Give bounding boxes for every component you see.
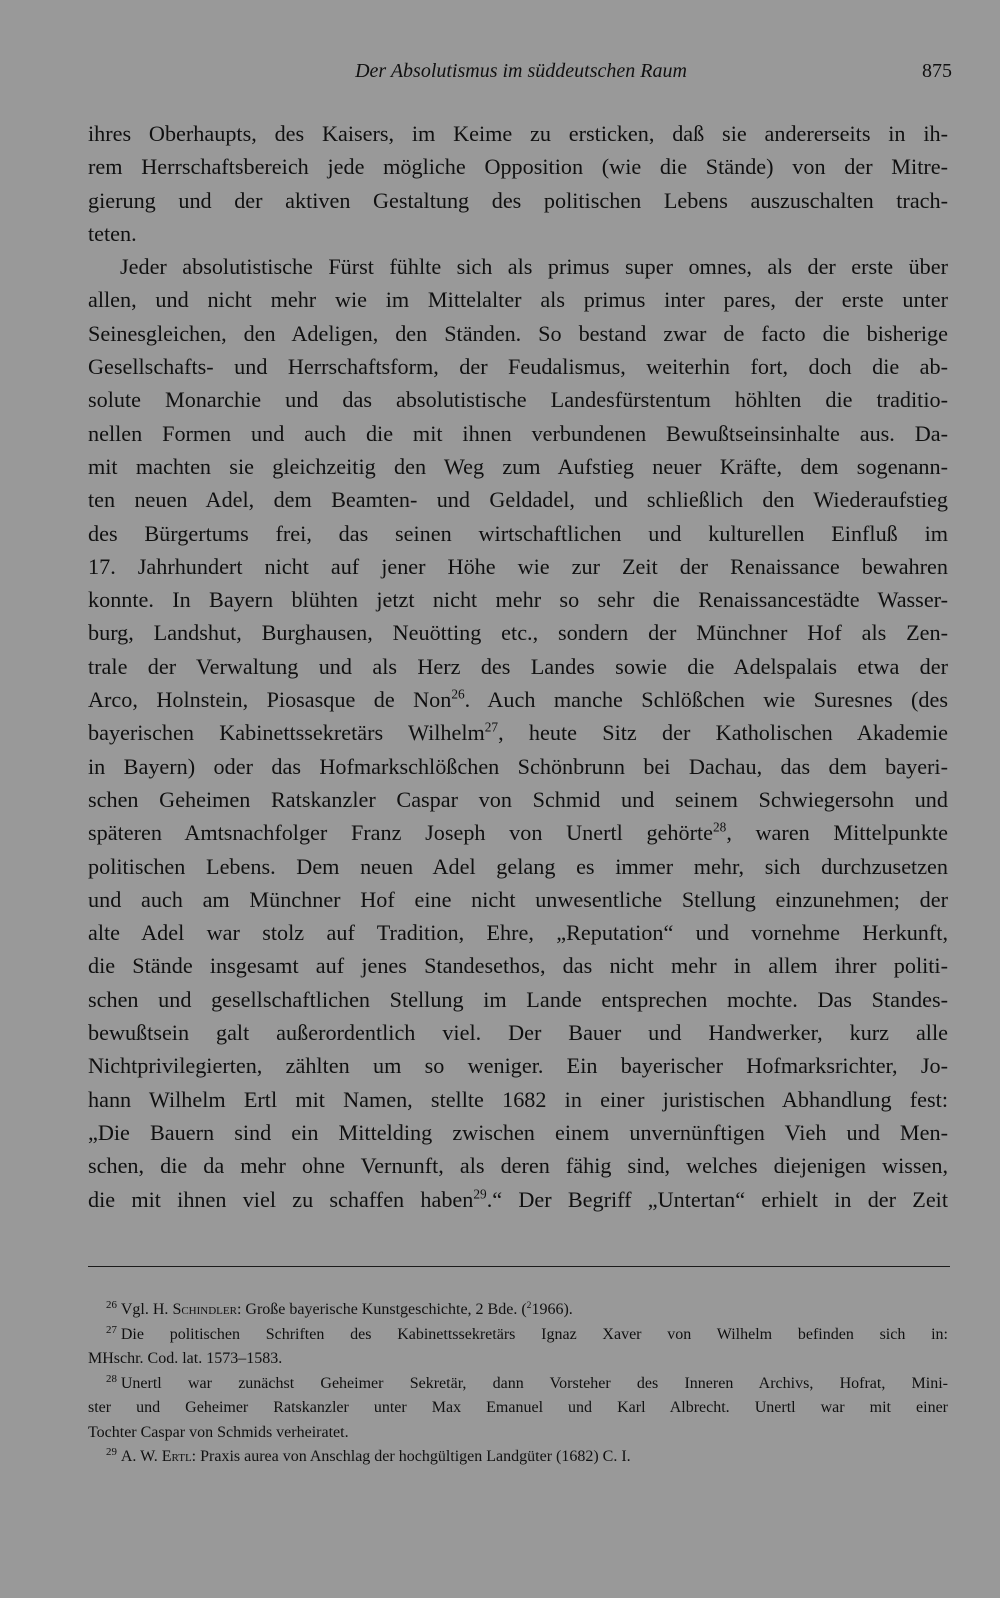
text-run: Seinesgleichen, den Adeligen, den Ständen. So bestand zwar de facto die bisherige	[88, 320, 948, 346]
footnote-text: 1966).	[531, 1301, 573, 1318]
text-run: und auch am Münchner Hof eine nicht unwesentliche Stellung einzunehmen; der	[88, 886, 948, 912]
text-line	[88, 483, 948, 516]
text-line	[88, 750, 948, 783]
text-run: , waren Mittelpunkte	[726, 820, 948, 846]
text-run: teten.	[88, 220, 137, 246]
text-line	[88, 1183, 948, 1216]
footnote-text: A. W.	[120, 1448, 162, 1465]
footnote	[88, 1372, 948, 1446]
footnote-line	[88, 1445, 948, 1470]
text-line	[88, 616, 948, 649]
text-line	[88, 816, 948, 849]
text-run: solute Monarchie und das absolutistische Landesfürstentum höhlten die traditio-	[88, 387, 948, 413]
text-run: die mit ihnen viel zu schaffen haben	[88, 1186, 474, 1212]
footnote-line	[88, 1396, 948, 1421]
text-line	[88, 250, 948, 283]
running-title: Der Absolutismus im süddeutschen Raum	[355, 60, 687, 82]
footnote-text: Die politischen Schriften des Kabinettssekretärs Ignaz Xaver von Wilhelm befinden sich in:	[120, 1325, 948, 1343]
footnote-number: 26	[106, 1299, 117, 1312]
text-line	[88, 1083, 948, 1116]
text-run: politischen Lebens. Dem neuen Adel gelang es immer mehr, sich durchzusetzen	[88, 853, 948, 879]
text-line	[88, 683, 948, 716]
text-line	[88, 1049, 948, 1082]
text-run: bayerischen Kabinettssekretärs Wilhelm	[88, 720, 485, 746]
footnotes	[88, 1298, 948, 1470]
author-name: Ertl	[161, 1448, 192, 1465]
running-head	[90, 58, 952, 88]
text-line	[88, 550, 948, 583]
text-line	[88, 949, 948, 982]
text-run: konnte. In Bayern blühten jetzt nicht mehr so sehr die Renaissancestädte Wasser-	[88, 587, 948, 613]
footnote	[88, 1445, 948, 1470]
text-line	[88, 716, 948, 749]
footnote-number: 29	[106, 1446, 117, 1459]
text-line	[88, 1149, 948, 1182]
text-line	[88, 1116, 948, 1149]
text-run: späteren Amtsnachfolger Franz Joseph von Unertl gehörte	[88, 820, 713, 846]
text-run: .“ Der Begriff „Untertan“ erhielt in der Zeit	[486, 1186, 949, 1212]
text-run: Arco, Holnstein, Piosasque de Non	[88, 687, 452, 713]
text-line	[88, 450, 948, 483]
text-line	[88, 783, 948, 816]
footnote-ref[interactable]: 27	[484, 719, 499, 735]
text-line	[88, 117, 948, 150]
text-run: allen, und nicht mehr wie im Mittelalter als primus inter pares, der erste unter	[88, 287, 948, 313]
text-line	[88, 150, 948, 183]
text-line	[88, 583, 948, 616]
body-text	[88, 117, 948, 1216]
text-run: rem Herrschaftsbereich jede mögliche Opposition (wie die Stände) von der Mitre-	[88, 154, 948, 180]
text-run: trale der Verwaltung und als Herz des Landes sowie die Adelspalais etwa der	[88, 653, 948, 679]
text-run: gierung und der aktiven Gestaltung des politischen Lebens auszuschalten trach-	[88, 187, 948, 213]
text-line	[88, 350, 948, 383]
text-run: des Bürgertums frei, das seinen wirtschaftlichen und kulturellen Einfluß im	[88, 520, 948, 546]
footnote-ref[interactable]: 28	[713, 819, 727, 835]
footnote-text: : Praxis aurea von Anschlag der hochgültigen Landgüter (1682) C. I.	[191, 1448, 631, 1465]
text-line	[88, 883, 948, 916]
footnote-text: ster und Geheimer Ratskanzler unter Max Emanuel und Karl Albrecht. Unertl war mit einer	[88, 1399, 948, 1416]
text-line	[88, 850, 948, 883]
footnote-number: 28	[106, 1372, 117, 1385]
text-run: schen und gesellschaftlichen Stellung im Lande entsprechen mochte. Das Standes-	[88, 986, 948, 1012]
footnote-rule	[88, 1266, 950, 1267]
text-run: bewußtsein galt außerordentlich viel. Der Bauer und Handwerker, kurz alle	[88, 1020, 948, 1046]
text-run: Gesellschafts- und Herrschaftsform, der Feudalismus, weiterhin fort, doch die ab-	[88, 354, 948, 380]
text-run: ihres Oberhaupts, des Kaisers, im Keime zu ersticken, daß sie andererseits in ih-	[88, 121, 948, 146]
footnote	[88, 1323, 948, 1372]
footnote-line	[88, 1421, 948, 1446]
footnote-text: Tochter Caspar von Schmids verheiratet.	[88, 1423, 349, 1441]
text-run: die Stände insgesamt auf jenes Standesethos, das nicht mehr in allem ihrer politi-	[88, 953, 948, 979]
text-run: nellen Formen und auch die mit ihnen verbundenen Bewußtseinsinhalte aus. Da-	[88, 420, 948, 446]
text-line	[88, 650, 948, 683]
text-line	[88, 916, 948, 949]
author-name: Schindler	[172, 1301, 237, 1318]
footnote-text: MHschr. Cod. lat. 1573–1583.	[88, 1350, 283, 1367]
text-line	[88, 417, 948, 450]
text-line	[88, 1016, 948, 1049]
text-run: hann Wilhelm Ertl mit Namen, stellte 1682 in einer juristischen Abhandlung fest:	[88, 1086, 948, 1112]
text-run: alte Adel war stolz auf Tradition, Ehre, „Reputation“ und vornehme Herkunft,	[88, 920, 948, 946]
footnote-text: 2	[526, 1299, 532, 1311]
footnote-text: Vgl. H.	[120, 1301, 173, 1318]
text-line	[88, 184, 948, 217]
footnote-text: Unertl war zunächst Geheimer Sekretär, dann Vorsteher des Inneren Archivs, Hofrat, Mini-	[120, 1374, 948, 1392]
page-number: 875	[922, 60, 952, 82]
text-run: Jeder absolutistische Fürst fühlte sich als primus super omnes, als der erste über	[120, 254, 948, 280]
footnote-line	[88, 1347, 948, 1372]
text-line	[88, 517, 948, 550]
text-run: schen, die da mehr ohne Vernunft, als deren fähig sind, welches diejenigen wissen,	[88, 1153, 948, 1179]
text-run: . Auch manche Schlößchen wie Suresnes (des	[464, 687, 948, 713]
text-run: „Die Bauern sind ein Mittelding zwischen einem unvernünftigen Vieh und Men-	[88, 1119, 948, 1145]
footnote-line	[88, 1298, 948, 1323]
text-run: , heute Sitz der Katholischen Akademie	[498, 720, 948, 746]
footnote-ref[interactable]: 29	[473, 1185, 487, 1201]
text-line	[88, 317, 948, 350]
text-run: 17. Jahrhundert nicht auf jener Höhe wie zur Zeit der Renaissance bewahren	[88, 553, 948, 579]
footnote-line	[88, 1323, 948, 1348]
footnote	[88, 1298, 948, 1323]
text-run: mit machten sie gleichzeitig den Weg zum Aufstieg neuer Kräfte, dem sogenann-	[88, 453, 948, 479]
text-line	[88, 983, 948, 1016]
footnote-number: 27	[106, 1323, 117, 1336]
text-line	[88, 383, 948, 416]
text-run: Nichtprivilegierten, zählten um so weniger. Ein bayerischer Hofmarksrichter, Jo-	[88, 1053, 948, 1079]
text-run: burg, Landshut, Burghausen, Neuötting etc., sondern der Münchner Hof als Zen-	[88, 620, 948, 646]
text-line	[88, 217, 948, 250]
footnote-ref[interactable]: 26	[451, 686, 465, 702]
text-run: in Bayern) oder das Hofmarkschlößchen Schönbrunn bei Dachau, das dem bayeri-	[88, 753, 948, 779]
text-run: schen Geheimen Ratskanzler Caspar von Schmid und seinem Schwiegersohn und	[88, 786, 948, 812]
text-run: ten neuen Adel, dem Beamten- und Geldadel, und schließlich den Wiederaufstieg	[88, 487, 948, 513]
text-line	[88, 283, 948, 316]
footnote-text: : Große bayerische Kunstgeschichte, 2 Bde. (	[236, 1301, 527, 1318]
footnote-line	[88, 1372, 948, 1397]
